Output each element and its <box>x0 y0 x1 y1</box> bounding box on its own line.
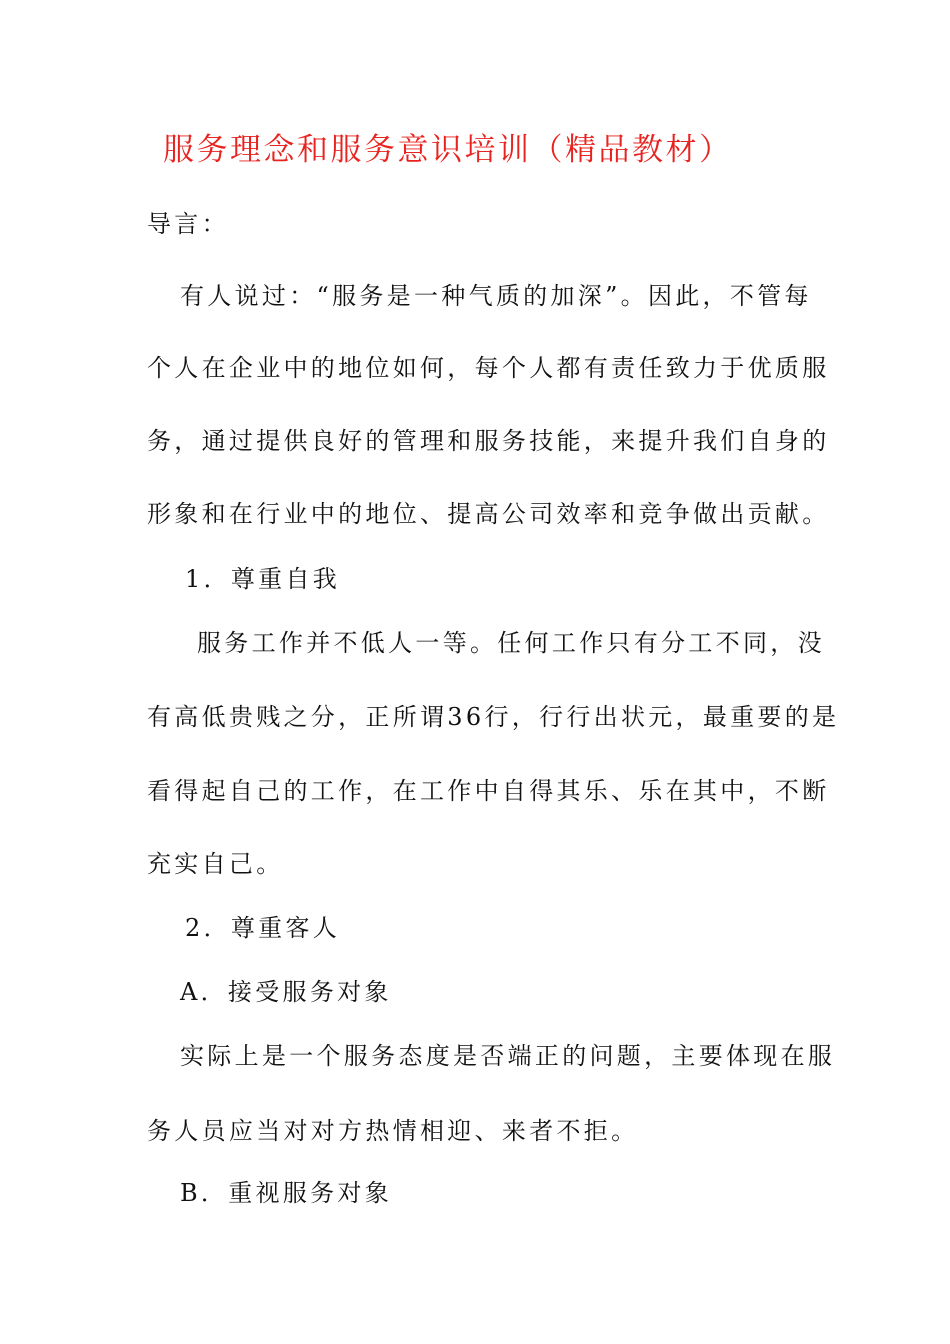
intro-heading: 导言： <box>147 210 229 238</box>
section-heading: 1．尊重自我 <box>185 565 341 593</box>
paragraph-line: 务人员应当对对方热情相迎、来者不拒。 <box>147 1117 639 1145</box>
paragraph-line: 看得起自己的工作，在工作中自得其乐、乐在其中，不断 <box>147 777 830 805</box>
subsection-heading: A．接受服务对象 <box>180 978 392 1006</box>
paragraph-line: 有高低贵贱之分，正所谓36行，行行出状元，最重要的是 <box>147 703 840 731</box>
section-heading: 2．尊重客人 <box>185 914 341 942</box>
paragraph-line: 务，通过提供良好的管理和服务技能，来提升我们自身的 <box>147 427 830 455</box>
paragraph-line: 服务工作并不低人一等。任何工作只有分工不同，没 <box>197 629 825 657</box>
paragraph-line: 实际上是一个服务态度是否端正的问题，主要体现在服 <box>180 1042 836 1070</box>
subsection-heading: B．重视服务对象 <box>180 1179 393 1207</box>
paragraph-line: 形象和在行业中的地位、提高公司效率和竞争做出贡献。 <box>147 500 830 528</box>
paragraph-line: 充实自己。 <box>147 850 284 878</box>
paragraph-line: 个人在企业中的地位如何，每个人都有责任致力于优质服 <box>147 354 830 382</box>
paragraph-line: 有人说过：“服务是一种气质的加深”。因此，不管每 <box>180 282 812 310</box>
document-title: 服务理念和服务意识培训（精品教材） <box>163 132 733 168</box>
